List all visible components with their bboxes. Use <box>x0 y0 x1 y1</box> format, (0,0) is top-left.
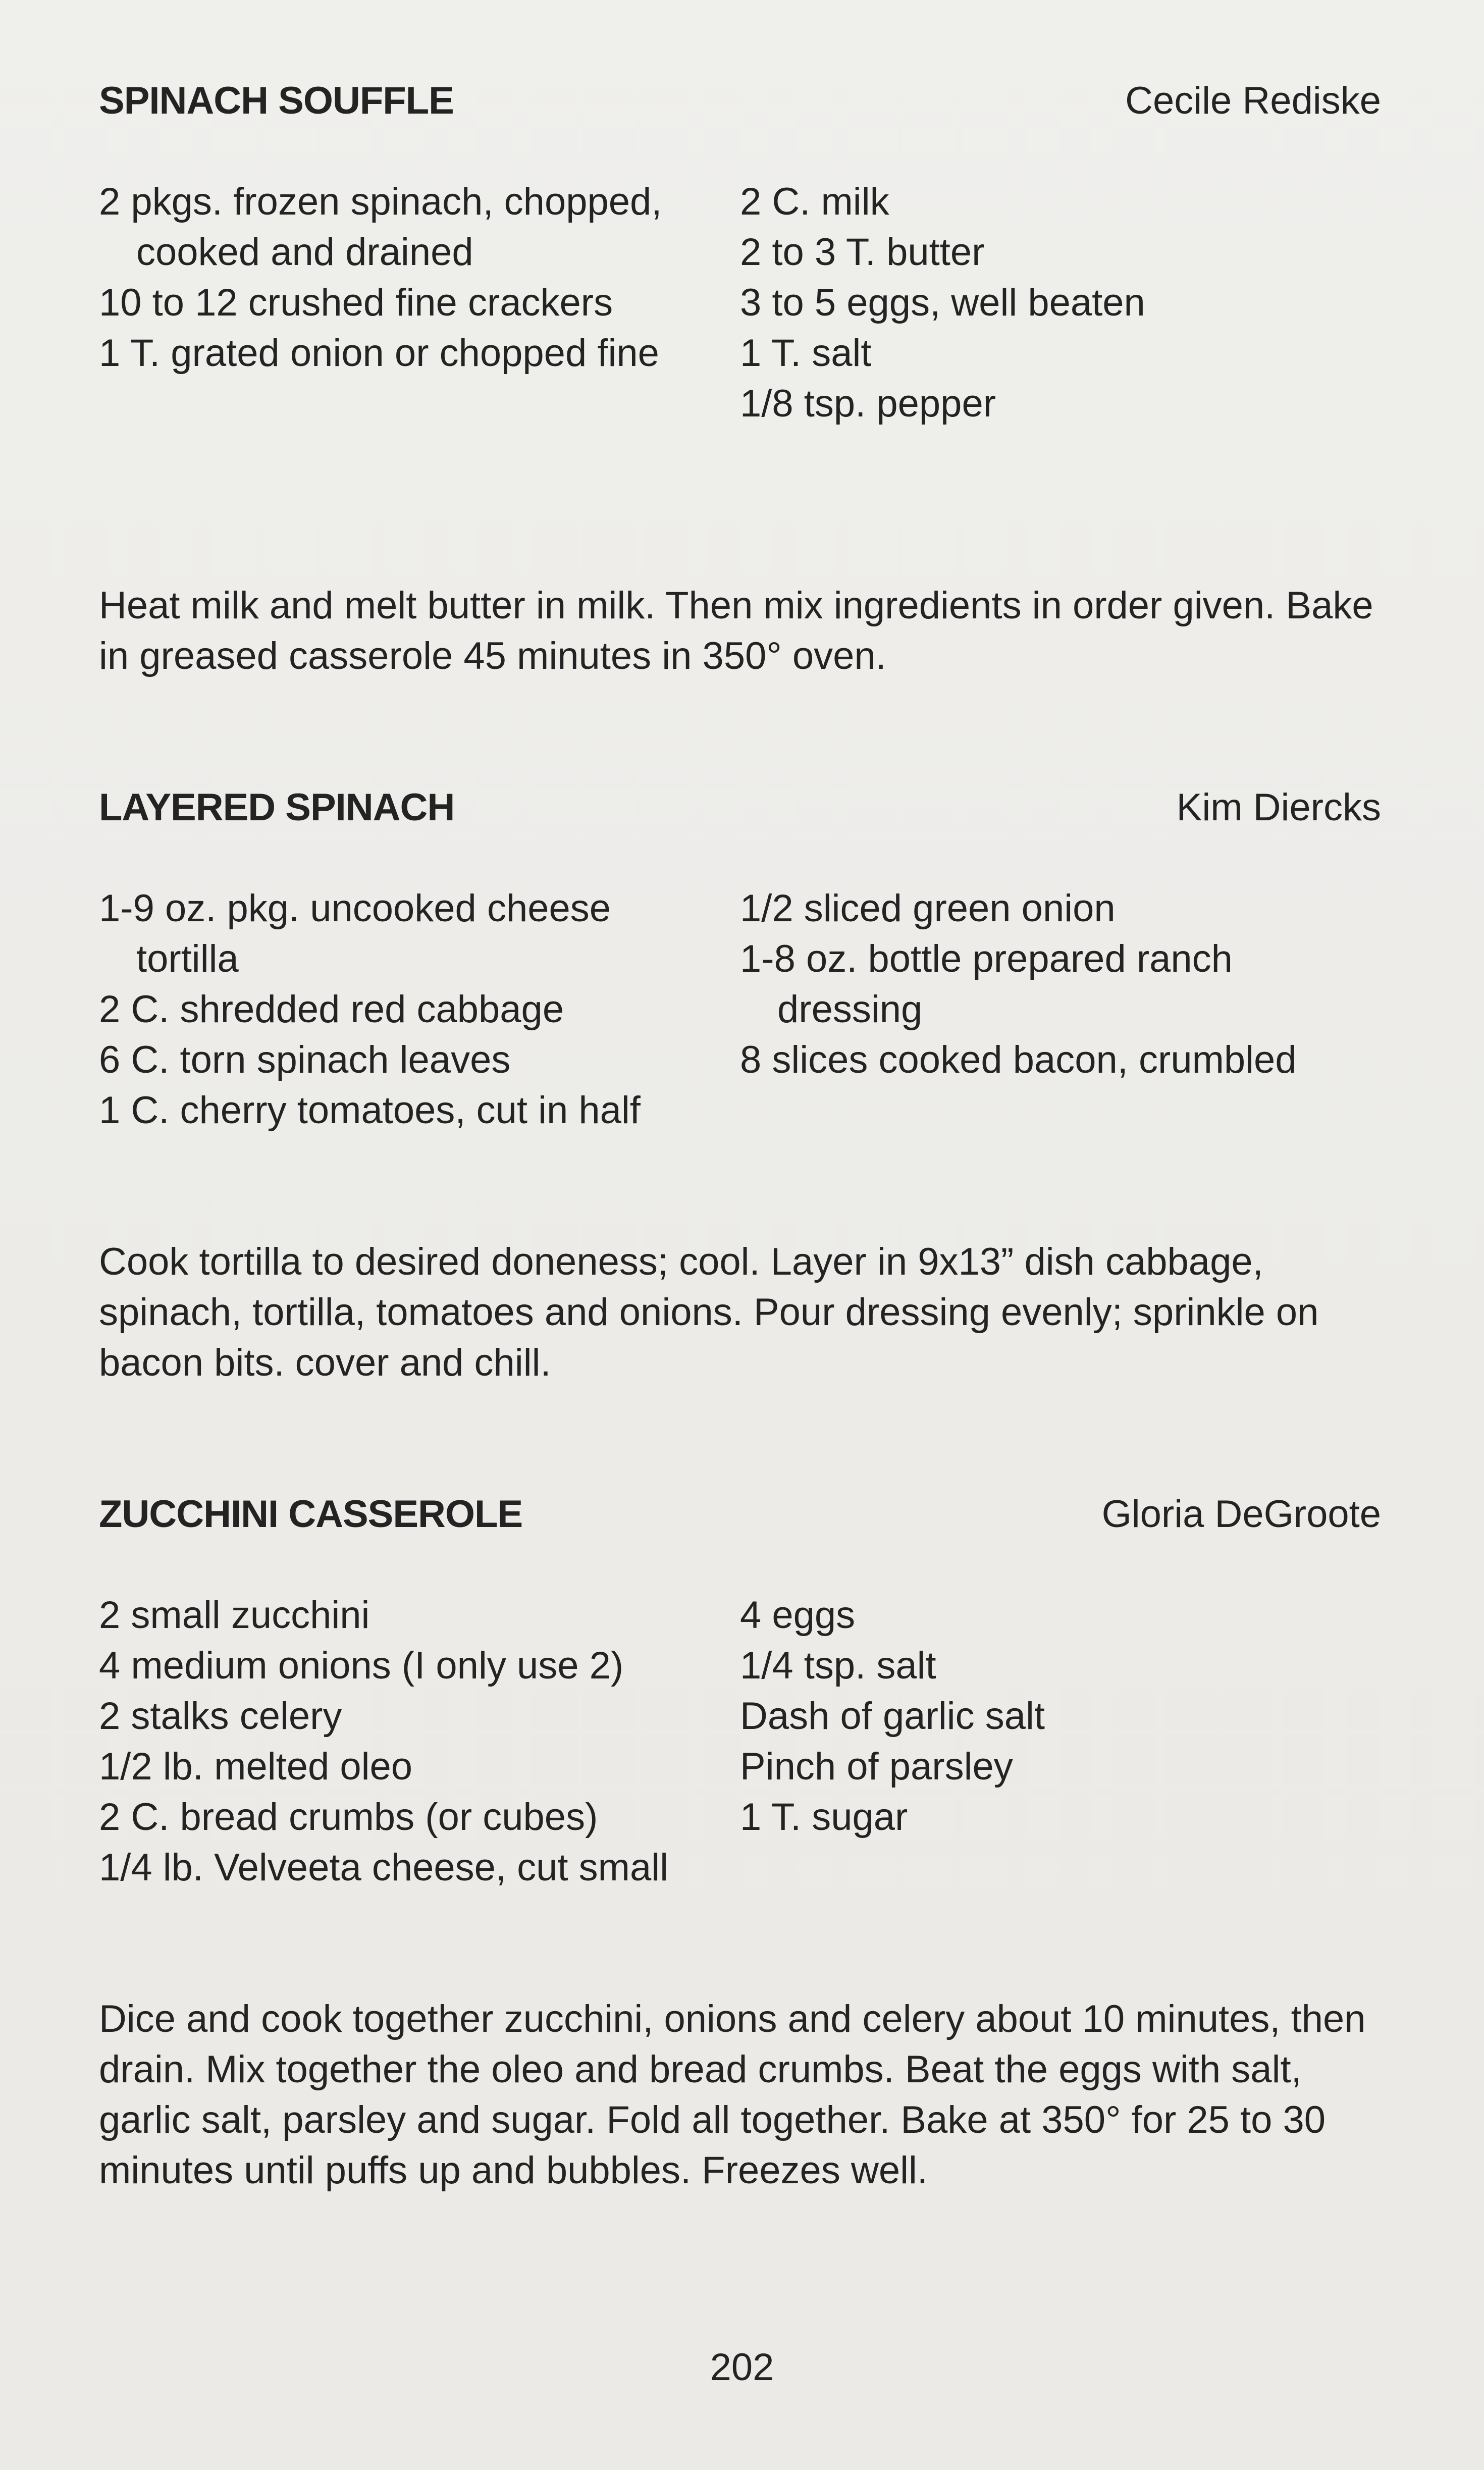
recipe-directions: Cook tortilla to desired doneness; cool. Layer in 9x13” dish cabbage, spinach, tortilla, tomatoes and onions. Pour dressing evenly; sprinkle on bacon bits. cover and chill. <box>99 1240 1319 1384</box>
ingredient-item: 1 T. sugar <box>740 1796 908 1838</box>
ingredient-item: 8 slices cooked bacon, crumbled <box>740 1038 1297 1081</box>
ingredient-item: 2 small zucchini <box>99 1594 370 1637</box>
recipe-title: ZUCCHINI CASSEROLE <box>99 1493 523 1536</box>
ingredients-right-column <box>740 177 1381 429</box>
ingredient-item: 1 C. cherry tomatoes, cut in half <box>99 1089 641 1132</box>
recipe-header <box>99 782 1381 833</box>
ingredient-item: 2 C. shredded red cabbage <box>99 988 564 1031</box>
ingredient-item: 1/2 lb. melted oleo <box>99 1745 413 1788</box>
ingredient-item: 10 to 12 crushed fine crackers <box>99 281 613 324</box>
recipe-header <box>99 1489 1381 1540</box>
ingredient-item: 2 C. bread crumbs (or cubes) <box>99 1796 598 1838</box>
ingredient-item: 3 to 5 eggs, well beaten <box>740 281 1145 324</box>
ingredient-item: 1 T. grated onion or chopped fine <box>99 332 659 375</box>
ingredients-left-column <box>99 1590 700 1893</box>
ingredient-item: 2 stalks celery <box>99 1695 342 1738</box>
recipe-layered-spinach <box>99 782 1381 1384</box>
ingredient-item: 1-9 oz. pkg. uncooked cheese tortilla <box>99 887 611 980</box>
recipe-directions: Dice and cook together zucchini, onions and celery about 10 minutes, then drain. Mix together the oleo and bread crumbs. Beat the eggs with salt, garlic salt, parsley and sugar. Fold all together. Bake at 350° for 25 to 30 minutes until puffs up and bubbles. Freezes well. <box>99 1998 1366 2192</box>
ingredient-item: 1/4 tsp. salt <box>740 1644 936 1687</box>
recipe-title: SPINACH SOUFFLE <box>99 79 454 122</box>
ingredient-item: 2 pkgs. frozen spinach, chopped, cooked and drained <box>99 180 662 274</box>
ingredients-right-column <box>740 883 1381 1085</box>
ingredient-item: 4 eggs <box>740 1594 856 1637</box>
ingredient-item: Dash of garlic salt <box>740 1695 1045 1738</box>
recipe-author: Cecile Rediske <box>1125 79 1381 122</box>
recipe-zucchini-casserole <box>99 1489 1381 2192</box>
ingredient-item: 1-8 oz. bottle prepared ranch dressing <box>740 937 1233 1031</box>
ingredient-item: 2 to 3 T. butter <box>740 231 985 274</box>
ingredient-item: 1/8 tsp. pepper <box>740 382 996 425</box>
recipe-header <box>99 76 1381 126</box>
ingredient-item: 2 C. milk <box>740 180 889 223</box>
ingredient-item: 1/2 sliced green onion <box>740 887 1116 930</box>
recipe-author: Kim Diercks <box>1176 786 1381 829</box>
recipe-spinach-souffle <box>99 76 1381 677</box>
ingredient-item: Pinch of parsley <box>740 1745 1013 1788</box>
recipe-directions: Heat milk and melt butter in milk. Then mix ingredients in order given. Bake in greased casserole 45 minutes in 350° oven. <box>99 584 1373 677</box>
ingredient-item: 4 medium onions (I only use 2) <box>99 1644 624 1687</box>
recipe-author: Gloria DeGroote <box>1101 1493 1381 1536</box>
ingredient-item: 1/4 lb. Velveeta cheese, cut small <box>99 1846 668 1889</box>
page-number: 202 <box>710 2346 774 2389</box>
ingredients-left-column <box>99 883 700 1136</box>
ingredients-right-column <box>740 1590 1381 1843</box>
ingredient-item: 6 C. torn spinach leaves <box>99 1038 511 1081</box>
ingredient-item: 1 T. salt <box>740 332 872 375</box>
ingredients-left-column <box>99 177 700 379</box>
recipe-title: LAYERED SPINACH <box>99 786 455 829</box>
